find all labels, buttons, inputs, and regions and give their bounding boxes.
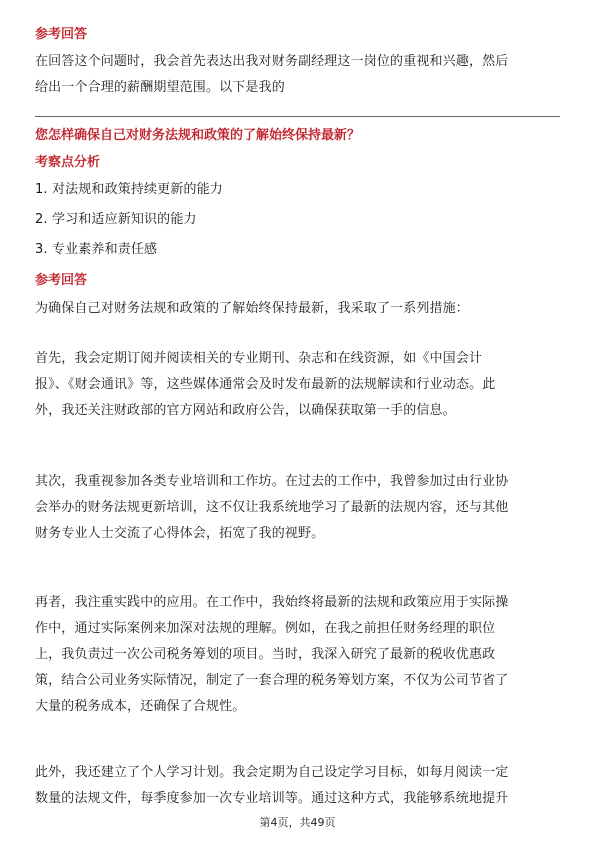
text-line: 策，结合公司业务实际情况，制定了一套合理的税务筹划方案，不仅为公司节省了 — [35, 673, 509, 688]
analysis-points — [35, 177, 560, 263]
text-line: 在回答这个问题时，我会首先表达出我对财务副经理这一岗位的重视和兴趣，然后 — [35, 54, 509, 69]
text-line: 大量的税务成本，还确保了合规性。 — [35, 699, 246, 714]
list-item: 2. 学习和适应新知识的能力 — [35, 212, 197, 227]
paragraph-4 — [35, 760, 560, 812]
intro-paragraph: 为确保自己对财务法规和政策的了解始终保持最新，我采取了一系列措施： — [35, 301, 469, 316]
text-line: 此外，我还建立了个人学习计划。我会定期为自己设定学习目标，如每月阅读一定 — [35, 765, 509, 780]
paragraph-3 — [35, 590, 560, 720]
analysis-label: 考察点分析 — [35, 155, 101, 170]
section-divider — [35, 116, 560, 117]
question-title: 您怎样确保自己对财务法规和政策的了解始终保持最新？ — [35, 128, 361, 143]
text-line: 再者，我注重实践中的应用。在工作中，我始终将最新的法规和政策应用于实际操 — [35, 595, 509, 610]
page-footer: 第4页，共49页 — [259, 816, 336, 829]
text-line: 其次，我重视参加各类专业培训和工作坊。在过去的工作中，我曾参加过由行业协 — [35, 474, 509, 489]
answer-label: 参考回答 — [35, 273, 88, 288]
text-line: 报》、《财会通讯》等，这些媒体通常会及时发布最新的法规解读和行业动态。此 — [35, 377, 496, 392]
paragraph-1 — [35, 346, 560, 424]
text-line: 作中，通过实际案例来加深对法规的理解。例如，在我之前担任财务经理的职位 — [35, 621, 496, 636]
answer-paragraph — [35, 49, 560, 101]
list-item: 1. 对法规和政策持续更新的能力 — [35, 182, 223, 197]
text-line: 会举办的财务法规更新培训，这不仅让我系统地学习了最新的法规内容，还与其他 — [35, 500, 509, 515]
text-line: 外，我还关注财政部的官方网站和政府公告，以确保获取第一手的信息。 — [35, 403, 456, 418]
text-line: 财务专业人士交流了心得体会，拓宽了我的视野。 — [35, 526, 325, 541]
text-line: 数量的法规文件，每季度参加一次专业培训等。通过这种方式，我能够系统地提升 — [35, 791, 509, 806]
answer-label: 参考回答 — [35, 27, 88, 42]
text-line: 给出一个合理的薪酬期望范围。以下是我的 — [35, 80, 285, 95]
paragraph-2 — [35, 469, 560, 547]
text-line: 首先，我会定期订阅并阅读相关的专业期刊、杂志和在线资源，如《中国会计 — [35, 351, 483, 366]
list-item: 3. 专业素养和责任感 — [35, 242, 158, 257]
text-line: 上，我负责过一次公司税务筹划的项目。当时，我深入研究了最新的税收优惠政 — [35, 647, 496, 662]
